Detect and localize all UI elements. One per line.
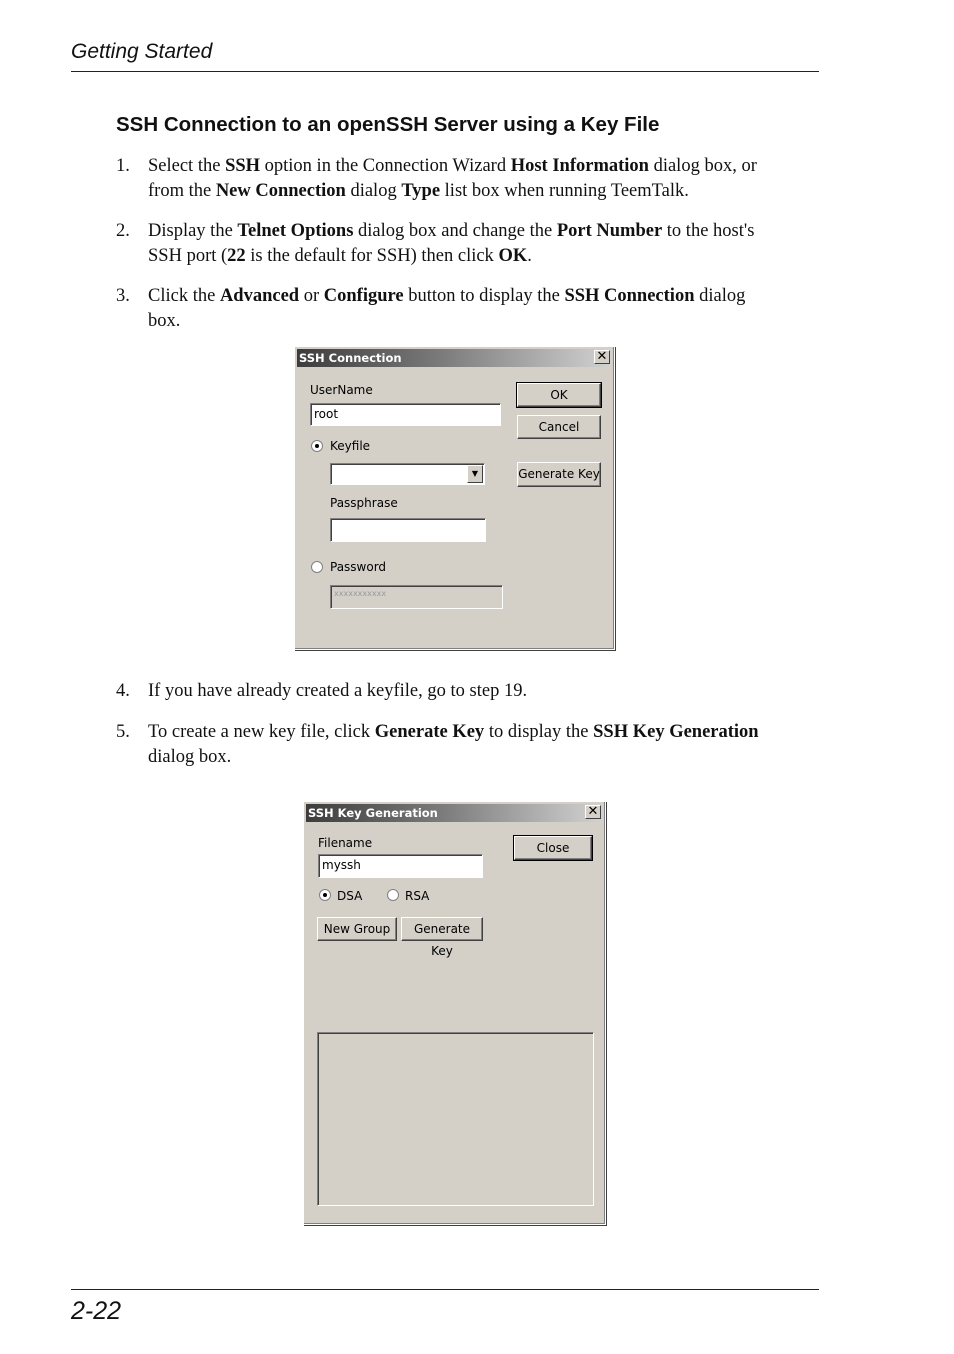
keyfile-label: Keyfile (330, 439, 371, 453)
passphrase-label: Passphrase (330, 496, 398, 510)
page-number: 2-22 (71, 1297, 122, 1325)
step-text: dialog box. (148, 747, 232, 767)
username-label: UserName (310, 383, 373, 397)
step-line (148, 154, 820, 179)
chevron-down-icon[interactable]: ▼ (467, 465, 483, 483)
step-text: To create a new key file, click Generate Key to display the SSH Key Generation (148, 722, 759, 742)
step-text: Click the Advanced or Configure button to display the SSH Connection dialog (148, 286, 746, 306)
generate-key-button[interactable]: Generate Key (401, 917, 483, 941)
step-number: 4. (116, 681, 130, 701)
dsa-radio[interactable] (319, 889, 331, 901)
new-group-button[interactable]: New Group (317, 917, 397, 941)
password-label: Password (330, 560, 387, 574)
ok-button[interactable]: OK (517, 383, 601, 407)
step-line (148, 179, 820, 204)
password-field[interactable]: xxxxxxxxxxx (330, 585, 503, 609)
rsa-label: RSA (405, 889, 430, 903)
close-icon[interactable]: ✕ (594, 350, 610, 364)
step-text: box. (148, 311, 181, 331)
password-radio[interactable] (311, 561, 323, 573)
generate-key-button[interactable]: Generate Key (517, 462, 601, 487)
filename-label: Filename (318, 836, 373, 850)
section-title: SSH Connection to an openSSH Server using a Key File (116, 113, 660, 136)
ssh-key-generation-dialog (303, 801, 606, 1225)
filename-field[interactable]: myssh (318, 854, 483, 878)
dialog-title: SSH Key Generation (306, 804, 603, 822)
step-text: from the New Connection dialog Type list box when running TeemTalk. (148, 181, 689, 201)
step-number: 1. (116, 156, 130, 176)
step-number: 3. (116, 286, 130, 306)
running-header: Getting Started (71, 40, 213, 63)
step-text: If you have already created a keyfile, go to step 19. (148, 681, 528, 701)
close-button[interactable]: Close (514, 836, 592, 860)
rsa-radio[interactable] (387, 889, 399, 901)
passphrase-field[interactable] (330, 518, 486, 542)
header-rule (71, 71, 819, 72)
keyfile-select[interactable] (330, 463, 485, 485)
output-panel (317, 1032, 594, 1206)
dialog-title: SSH Connection (297, 349, 612, 367)
step-text: SSH port (22 is the default for SSH) then click OK. (148, 246, 532, 266)
close-icon[interactable]: ✕ (585, 805, 601, 819)
cancel-button[interactable]: Cancel (517, 415, 601, 439)
step-text: Display the Telnet Options dialog box and change the Port Number to the host's (148, 221, 755, 241)
dsa-label: DSA (337, 889, 363, 903)
username-field[interactable]: root (310, 403, 501, 426)
step-text: Select the SSH option in the Connection Wizard Host Information dialog box, or (148, 156, 757, 176)
keyfile-radio[interactable] (311, 440, 323, 452)
step-number: 5. (116, 722, 130, 742)
ssh-connection-dialog (294, 346, 615, 650)
footer-rule (71, 1289, 819, 1290)
step-number: 2. (116, 221, 130, 241)
